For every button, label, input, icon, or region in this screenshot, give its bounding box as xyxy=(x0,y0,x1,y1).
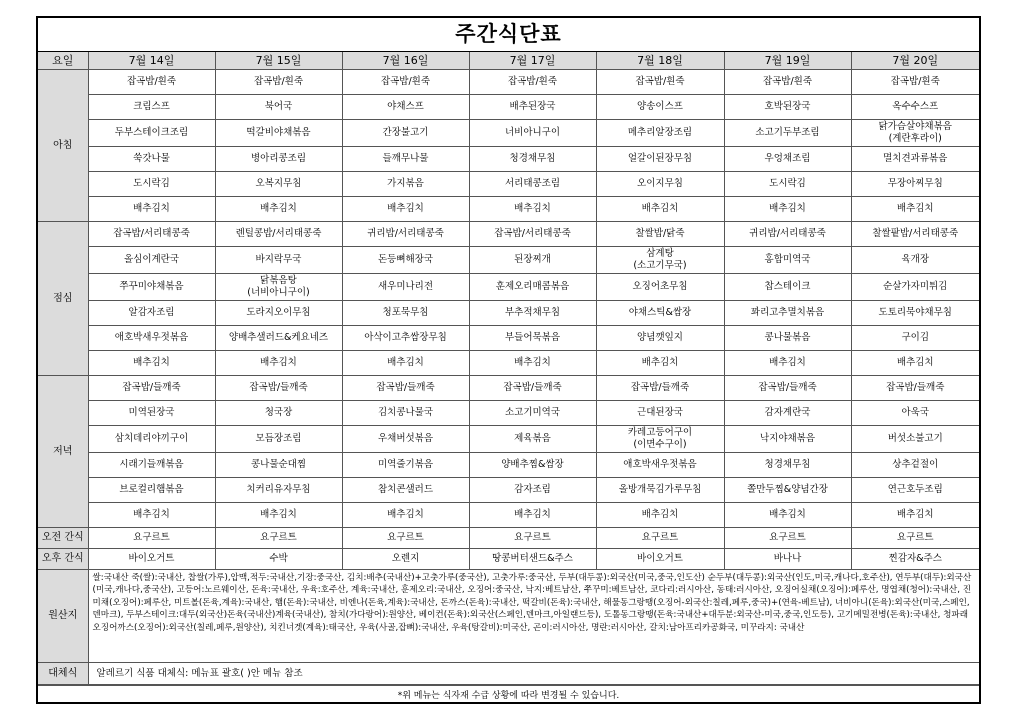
menu-item: 쭈꾸미야채볶음 xyxy=(88,274,215,301)
menu-item: 배추김치 xyxy=(342,197,469,222)
menu-row xyxy=(38,326,979,351)
menu-item: 도시락김 xyxy=(724,172,851,197)
menu-item: 브로컬리햄볶음 xyxy=(88,478,215,503)
menu-item: 부추적채무침 xyxy=(469,301,596,326)
menu-row xyxy=(38,274,979,301)
menu-item: 배추김치 xyxy=(88,351,215,376)
menu-item: 오복지무침 xyxy=(215,172,342,197)
menu-item: 감자조림 xyxy=(469,478,596,503)
origin-text: 쌀:국내산 죽(쌀):국내산, 찹쌀(가루),압맥,적두:국내산,기장:중국산, 김치:배추(국내산)+고춧가루(중국산), 고춧가루:중국산, 두부(대두콩):외국산(미국,중국,인도산) 순두부(대두콩):외국산(인도,미국,캐나다,호주산), 연두부(대두):외국산(미국,캐나다,중국산), 고등어:노르웨이산, 돈육:국내산, 우육:호주산, 계육:국내산, 훈제오리:국내산, 오징어:중국산, 낙지:베트남산, 쭈꾸미:베트남산, 코다리:러시아산, 동태:러시아산, 오징어실채(오징어):페루산, 명엽채(청어):국내산, 진미채(오징어):페루산, 미트볼(돈육,계육):국내산, 햄(돈육):국내산, 비엔나(돈육,계육):국내산, 돈까스(돈육):국내산, 떡갈비(돈육):국내산, 해물동그랑땡(오징어-외국산:칠레,페루,중국)+(연육-베트남), 너비아니(돈육):외국산(미국,스페인,덴마크), 두부스테이크:대두(외국산)돈육(국내산)계육(국내산), 참치(가다랑어):원양산, 베이컨(돈육):외국산(스페인,덴마크,아일랜드등), 도톨동그랑땡(돈육:국내산+대두분:외국산-미국,중국,인도등), 고기메밀전병(돈육):국내산, 청파래오징어까스(오징어):외국산(칠레,페루,원양산), 치킨너겟(계육):태국산, 우육(사골,잡뼈):국내산, 우육(탕갈비):미국산, 곤이:러시아산, 명란:러시아산, 갈치:남아프리카공화국, 미꾸라지: 국내산 xyxy=(88,570,979,663)
menu-row xyxy=(38,197,979,222)
menu-item: 꽈리고추멸치볶음 xyxy=(724,301,851,326)
menu-item: 상추겉절이 xyxy=(851,453,979,478)
menu-item: 청국장 xyxy=(215,401,342,426)
menu-item: 돈등뼈해장국 xyxy=(342,247,469,274)
menu-item: 배추김치 xyxy=(596,351,724,376)
meal-label: 아침 xyxy=(38,70,88,222)
snack-item: 오렌지 xyxy=(342,549,469,570)
snack-row xyxy=(38,549,979,570)
footnote: *위 메뉴는 식자재 수급 상황에 따라 변경될 수 있습니다. xyxy=(38,685,979,707)
menu-item: 콩나물순대찜 xyxy=(215,453,342,478)
menu-item: 아욱국 xyxy=(851,401,979,426)
menu-item: 애호박새우젓볶음 xyxy=(88,326,215,351)
menu-item: 아삭이고추쌈장무침 xyxy=(342,326,469,351)
menu-item: 올방개묵김가루무침 xyxy=(596,478,724,503)
menu-item: 떡갈비야채볶음 xyxy=(215,120,342,147)
menu-item: 참치콘샐러드 xyxy=(342,478,469,503)
menu-item: 무장아찌무침 xyxy=(851,172,979,197)
day-header-row xyxy=(38,52,979,70)
menu-item: 육개장 xyxy=(851,247,979,274)
menu-row xyxy=(38,426,979,453)
page-title: 주간식단표 xyxy=(38,18,979,52)
day-header-6: 7월 19일 xyxy=(724,52,851,70)
menu-item: 잡곡밥/들깨죽 xyxy=(342,376,469,401)
snack-item: 요구르트 xyxy=(88,528,215,549)
day-header-3: 7월 16일 xyxy=(342,52,469,70)
menu-item: 잡곡밥/흰죽 xyxy=(724,70,851,95)
menu-item: 양배추찜&쌈장 xyxy=(469,453,596,478)
menu-item: 감자계란국 xyxy=(724,401,851,426)
menu-item: 배추김치 xyxy=(215,351,342,376)
menu-item: 호박된장국 xyxy=(724,95,851,120)
menu-item: 잡곡밥/들깨죽 xyxy=(469,376,596,401)
menu-item: 치커리유자무침 xyxy=(215,478,342,503)
menu-item: 간장불고기 xyxy=(342,120,469,147)
snack-item: 찐감자&주스 xyxy=(851,549,979,570)
menu-item: 너비아니구이 xyxy=(469,120,596,147)
menu-item: 소고기미역국 xyxy=(469,401,596,426)
menu-item: 청포묵무침 xyxy=(342,301,469,326)
menu-item: 훈제오리매콤볶음 xyxy=(469,274,596,301)
day-header-2: 7월 15일 xyxy=(215,52,342,70)
menu-row xyxy=(38,401,979,426)
menu-item: 배추김치 xyxy=(851,503,979,528)
menu-item: 바지락무국 xyxy=(215,247,342,274)
substitute-text: 알레르기 식품 대체식: 메뉴표 괄호( )안 메뉴 참조 xyxy=(88,663,979,685)
menu-item: 잡곡밥/들깨죽 xyxy=(596,376,724,401)
menu-item: 닭가슴살야채볶음 (계란후라이) xyxy=(851,120,979,147)
menu-item: 잡곡밥/들깨죽 xyxy=(851,376,979,401)
menu-table xyxy=(38,52,979,570)
menu-item: 잡곡밥/흰죽 xyxy=(215,70,342,95)
menu-row xyxy=(38,120,979,147)
menu-item: 야채스프 xyxy=(342,95,469,120)
menu-item: 귀리밥/서리태콩죽 xyxy=(342,222,469,247)
menu-item: 배추김치 xyxy=(596,503,724,528)
menu-item: 삼계탕 (소고기무국) xyxy=(596,247,724,274)
menu-item: 도토리묵야채무침 xyxy=(851,301,979,326)
menu-item: 배추김치 xyxy=(724,197,851,222)
menu-item: 배추김치 xyxy=(342,351,469,376)
menu-item: 잡곡밥/흰죽 xyxy=(596,70,724,95)
day-header-5: 7월 18일 xyxy=(596,52,724,70)
menu-item: 잡곡밥/흰죽 xyxy=(342,70,469,95)
meal-label: 저녁 xyxy=(38,376,88,528)
menu-item: 배추김치 xyxy=(469,197,596,222)
menu-item: 우채버섯볶음 xyxy=(342,426,469,453)
menu-item: 올심이계란국 xyxy=(88,247,215,274)
menu-row xyxy=(38,247,979,274)
menu-item: 배추김치 xyxy=(469,351,596,376)
snack-item: 요구르트 xyxy=(724,528,851,549)
snack-label: 오후 간식 xyxy=(38,549,88,570)
menu-item: 잡곡밥/들깨죽 xyxy=(88,376,215,401)
menu-item: 배추김치 xyxy=(215,503,342,528)
menu-item: 서리태콩조림 xyxy=(469,172,596,197)
menu-row xyxy=(38,453,979,478)
menu-item: 배추된장국 xyxy=(469,95,596,120)
snack-item: 수박 xyxy=(215,549,342,570)
menu-item: 얼갈이된장무침 xyxy=(596,147,724,172)
menu-row xyxy=(38,301,979,326)
snack-row xyxy=(38,528,979,549)
menu-item: 카레고등어구이 (이면수구이) xyxy=(596,426,724,453)
menu-item: 순살가자미튀김 xyxy=(851,274,979,301)
menu-item: 찰쌀밥/닭죽 xyxy=(596,222,724,247)
day-header-1: 7월 14일 xyxy=(88,52,215,70)
snack-item: 요구르트 xyxy=(469,528,596,549)
menu-item: 배추김치 xyxy=(342,503,469,528)
menu-item: 콩나물볶음 xyxy=(724,326,851,351)
menu-item: 부들어묵볶음 xyxy=(469,326,596,351)
menu-item: 미역줄기볶음 xyxy=(342,453,469,478)
menu-item: 병아리콩조림 xyxy=(215,147,342,172)
menu-row xyxy=(38,172,979,197)
menu-item: 쫄만두찜&양념간장 xyxy=(724,478,851,503)
menu-item: 잡곡밥/서리태콩죽 xyxy=(469,222,596,247)
menu-item: 낙지야채볶음 xyxy=(724,426,851,453)
menu-row xyxy=(38,503,979,528)
menu-item: 두부스테이크조림 xyxy=(88,120,215,147)
menu-item: 렌틸콩밥/서리태콩죽 xyxy=(215,222,342,247)
menu-item: 배추김치 xyxy=(215,197,342,222)
day-header-label: 요일 xyxy=(38,52,88,70)
snack-item: 요구르트 xyxy=(342,528,469,549)
menu-item: 미역된장국 xyxy=(88,401,215,426)
menu-item: 배추김치 xyxy=(88,503,215,528)
menu-item: 잡곡밥/흰죽 xyxy=(88,70,215,95)
origin-label: 원산지 xyxy=(38,570,88,663)
menu-item: 찹스테이크 xyxy=(724,274,851,301)
menu-item: 잡곡밥/흰죽 xyxy=(469,70,596,95)
menu-item: 연근호두조림 xyxy=(851,478,979,503)
menu-item: 버섯소불고기 xyxy=(851,426,979,453)
day-header-4: 7월 17일 xyxy=(469,52,596,70)
menu-item: 알감자조림 xyxy=(88,301,215,326)
snack-item: 땅콩버터샌드&주스 xyxy=(469,549,596,570)
menu-item: 구이김 xyxy=(851,326,979,351)
meal-label: 점심 xyxy=(38,222,88,376)
menu-item: 홍합미역국 xyxy=(724,247,851,274)
menu-item: 메추리알장조림 xyxy=(596,120,724,147)
menu-item: 양배추샐러드&케요네즈 xyxy=(215,326,342,351)
menu-item: 근대된장국 xyxy=(596,401,724,426)
substitute-label: 대체식 xyxy=(38,663,88,685)
menu-item: 배추김치 xyxy=(851,351,979,376)
menu-item: 애호박새우젓볶음 xyxy=(596,453,724,478)
menu-row xyxy=(38,70,979,95)
menu-item: 크림스프 xyxy=(88,95,215,120)
snack-item: 바이오거트 xyxy=(596,549,724,570)
menu-row xyxy=(38,376,979,401)
menu-item: 삼치데리야끼구이 xyxy=(88,426,215,453)
menu-row xyxy=(38,147,979,172)
menu-row xyxy=(38,95,979,120)
menu-item: 귀리밥/서리태콩죽 xyxy=(724,222,851,247)
menu-item: 오이지무침 xyxy=(596,172,724,197)
menu-item: 새우미나리전 xyxy=(342,274,469,301)
snack-item: 요구르트 xyxy=(215,528,342,549)
origin-table xyxy=(38,570,979,685)
menu-item: 옥수수스프 xyxy=(851,95,979,120)
menu-item: 가지볶음 xyxy=(342,172,469,197)
menu-item: 제육볶음 xyxy=(469,426,596,453)
menu-item: 김치콩나물국 xyxy=(342,401,469,426)
menu-item: 닭볶음탕 (너비아니구이) xyxy=(215,274,342,301)
menu-item: 배추김치 xyxy=(596,197,724,222)
menu-item: 도라지오이무침 xyxy=(215,301,342,326)
menu-item: 우엉채조림 xyxy=(724,147,851,172)
menu-item: 오징어초무침 xyxy=(596,274,724,301)
menu-item: 잡곡밥/들깨죽 xyxy=(215,376,342,401)
menu-item: 배추김치 xyxy=(469,503,596,528)
menu-item: 잡곡밥/서리태콩죽 xyxy=(88,222,215,247)
menu-item: 잡곡밥/흰죽 xyxy=(851,70,979,95)
menu-item: 북어국 xyxy=(215,95,342,120)
menu-item: 쑥갓나물 xyxy=(88,147,215,172)
menu-item: 시래기들깨볶음 xyxy=(88,453,215,478)
menu-item: 된장찌개 xyxy=(469,247,596,274)
snack-item: 요구르트 xyxy=(851,528,979,549)
menu-item: 모듬장조림 xyxy=(215,426,342,453)
menu-row xyxy=(38,478,979,503)
menu-item: 야채스틱&쌈장 xyxy=(596,301,724,326)
meal-plan-sheet xyxy=(36,16,981,704)
menu-item: 청경채무침 xyxy=(724,453,851,478)
menu-row xyxy=(38,222,979,247)
menu-item: 양념깻잎지 xyxy=(596,326,724,351)
snack-item: 바이오거트 xyxy=(88,549,215,570)
snack-item: 바나나 xyxy=(724,549,851,570)
menu-item: 배추김치 xyxy=(724,503,851,528)
menu-item: 배추김치 xyxy=(88,197,215,222)
menu-item: 배추김치 xyxy=(724,351,851,376)
menu-item: 찰쌀팥밥/서리태콩죽 xyxy=(851,222,979,247)
menu-item: 들깨무나물 xyxy=(342,147,469,172)
snack-item: 요구르트 xyxy=(596,528,724,549)
menu-item: 소고기두부조림 xyxy=(724,120,851,147)
menu-item: 멸치견과류볶음 xyxy=(851,147,979,172)
menu-item: 잡곡밥/들깨죽 xyxy=(724,376,851,401)
menu-item: 양송이스프 xyxy=(596,95,724,120)
menu-item: 도시락김 xyxy=(88,172,215,197)
menu-item: 배추김치 xyxy=(851,197,979,222)
menu-item: 청경채무침 xyxy=(469,147,596,172)
day-header-7: 7월 20일 xyxy=(851,52,979,70)
snack-label: 오전 간식 xyxy=(38,528,88,549)
menu-row xyxy=(38,351,979,376)
